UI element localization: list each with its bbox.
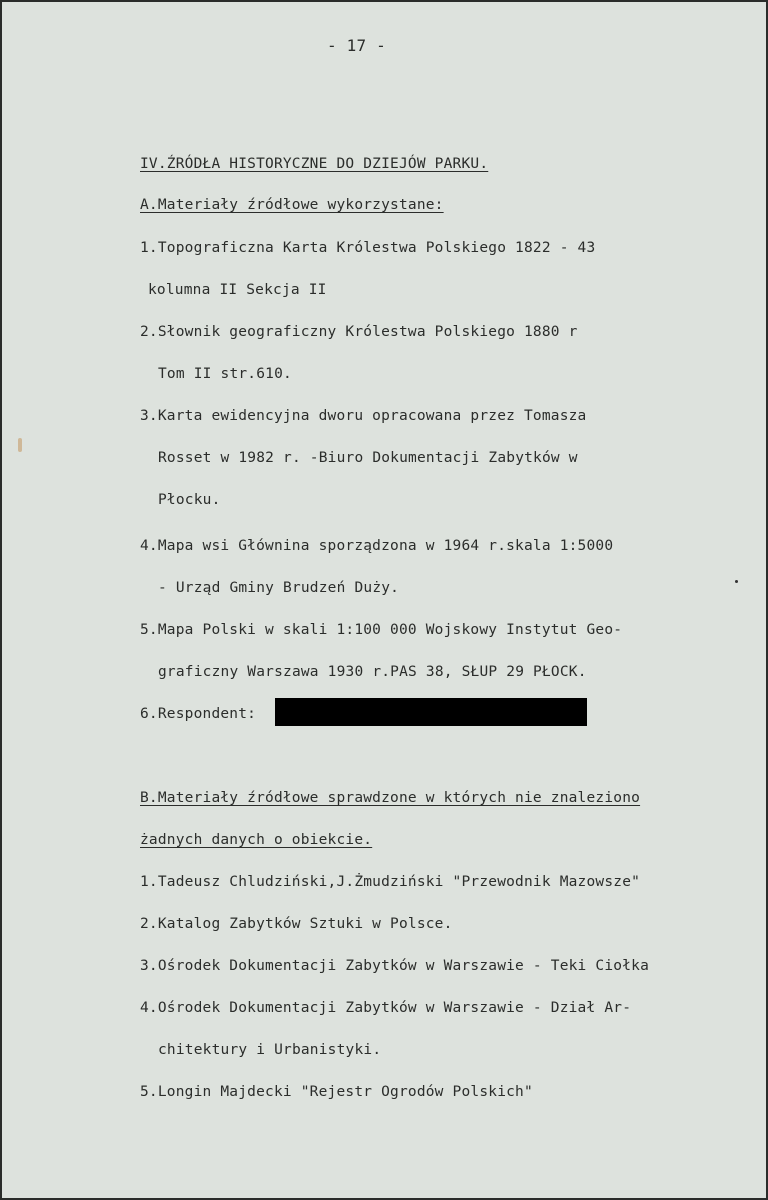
redaction-bar	[275, 698, 587, 726]
list-item-continuation: Tom II str.610.	[158, 366, 292, 382]
list-item: 4.Ośrodek Dokumentacji Zabytków w Warszawie - Dział Ar-	[140, 1000, 632, 1016]
list-item-continuation: kolumna II Sekcja II	[148, 282, 327, 298]
list-item: 3.Ośrodek Dokumentacji Zabytków w Warszawie - Teki Ciołka	[140, 958, 649, 974]
subsection-a-heading: A.Materiały źródłowe wykorzystane:	[140, 197, 444, 213]
list-item: 5.Longin Majdecki "Rejestr Ogrodów Polskich"	[140, 1084, 533, 1100]
list-item: 1.Tadeusz Chludziński,J.Żmudziński "Przewodnik Mazowsze"	[140, 874, 641, 890]
list-item: 3.Karta ewidencyjna dworu opracowana przez Tomasza	[140, 408, 587, 424]
list-item: 5.Mapa Polski w skali 1:100 000 Wojskowy Instytut Geo-	[140, 622, 623, 638]
list-item: 4.Mapa wsi Głównina sporządzona w 1964 r.skala 1:5000	[140, 538, 614, 554]
list-item-respondent: 6.Respondent:	[140, 706, 257, 722]
section-heading: IV.ŹRÓDŁA HISTORYCZNE DO DZIEJÓW PARKU.	[140, 156, 489, 172]
speck	[735, 580, 738, 583]
list-item-continuation: graficzny Warszawa 1930 r.PAS 38, SŁUP 29 PŁOCK.	[158, 664, 587, 680]
stain-mark	[18, 438, 22, 452]
page-number: - 17 -	[327, 36, 386, 55]
list-item-continuation: - Urząd Gminy Brudzeń Duży.	[158, 580, 400, 596]
list-item-continuation: chitektury i Urbanistyki.	[158, 1042, 382, 1058]
subsection-b-heading: B.Materiały źródłowe sprawdzone w których nie znaleziono	[140, 790, 641, 806]
list-item: 2.Słownik geograficzny Królestwa Polskiego 1880 r	[140, 324, 578, 340]
subsection-b-heading-continuation: żadnych danych o obiekcie.	[140, 832, 373, 848]
list-item: 2.Katalog Zabytków Sztuki w Polsce.	[140, 916, 453, 932]
list-item-continuation: Rosset w 1982 r. -Biuro Dokumentacji Zabytków w	[158, 450, 578, 466]
list-item-continuation: Płocku.	[158, 492, 221, 508]
list-item: 1.Topograficzna Karta Królestwa Polskiego 1822 - 43	[140, 240, 596, 256]
